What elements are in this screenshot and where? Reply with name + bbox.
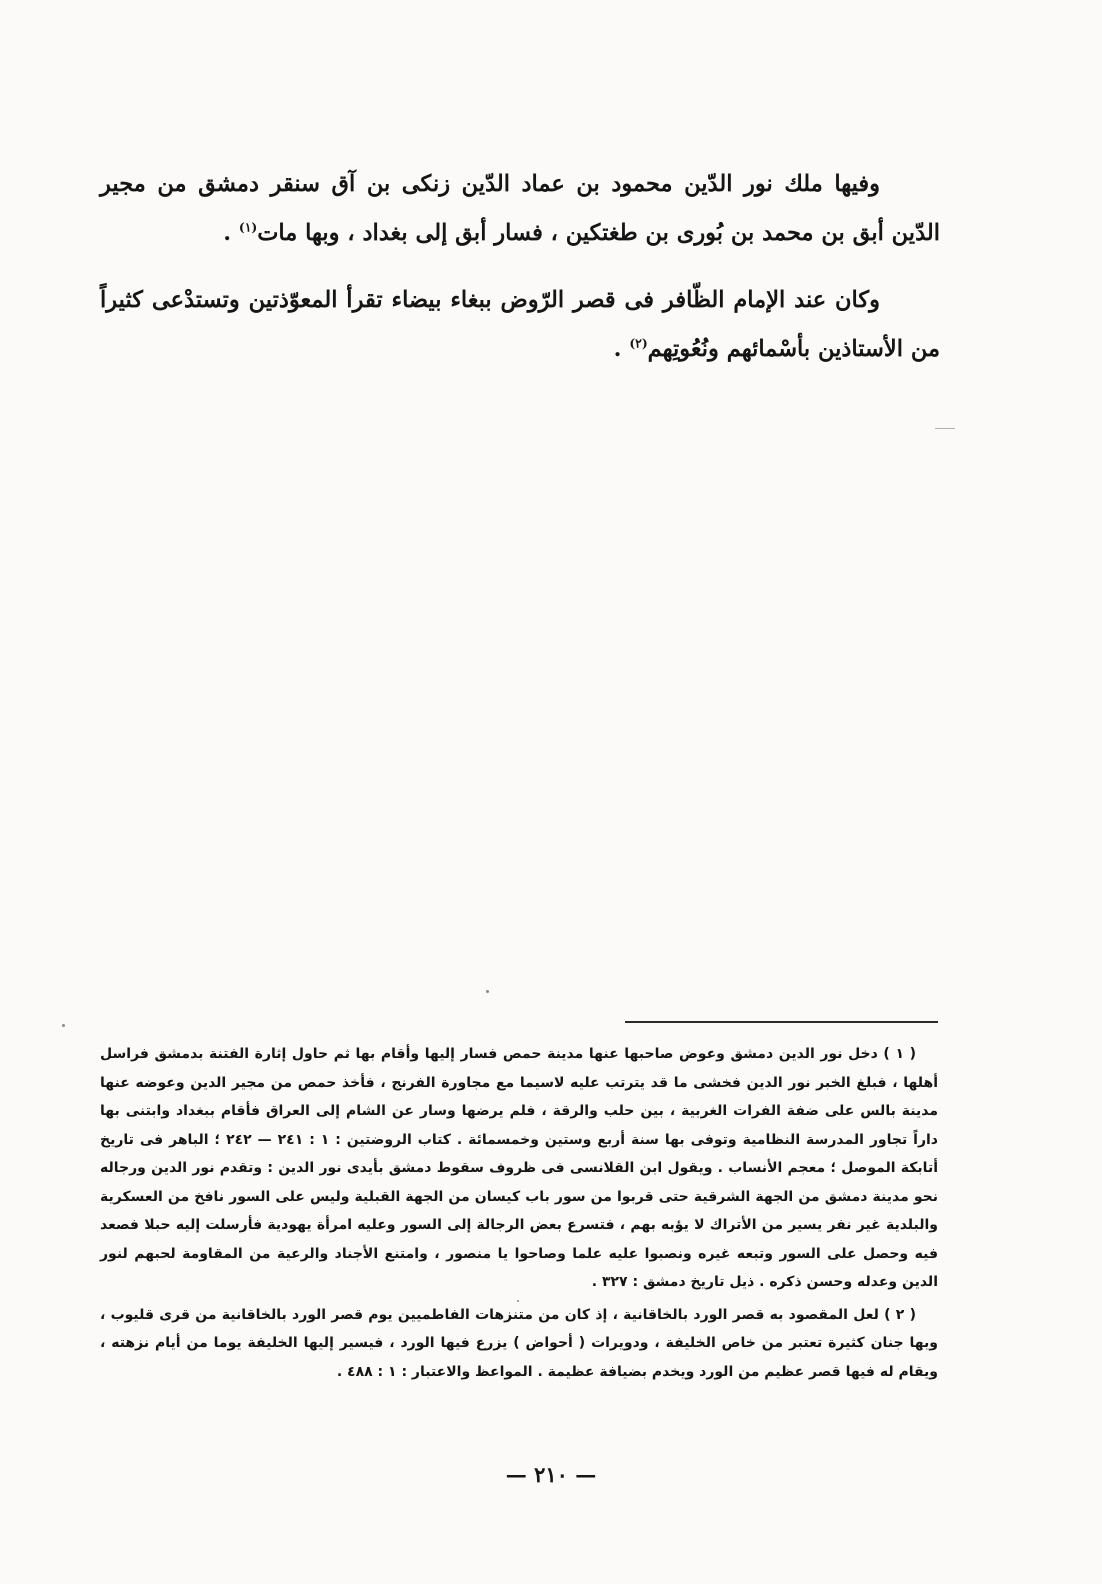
footnote-ref-1: (١) <box>238 219 258 235</box>
main-body-text <box>100 160 940 392</box>
scan-speck <box>486 990 489 993</box>
body-paragraph-1 <box>100 160 940 258</box>
footnote-ref-2: (٢) <box>629 335 648 351</box>
footnotes-section <box>100 1040 938 1390</box>
paragraph-2-text: وكان عند الإمام الظّافر فى قصر الرّوض ببغاء بيضاء تقرأ المعوّذتين وتستدْعى كثيراً من الأستاذين بأسْمائهم ونُعُوتِهم <box>100 287 940 362</box>
scan-speck <box>62 1024 65 1027</box>
page-number: — ٢١٠ — <box>505 1462 597 1487</box>
footnote-1: ( ١ ) دخل نور الدين دمشق وعوض صاحبها عنها مدينة حمص فسار إليها وأقام بها ثم حاول إثارة الفتنة بدمشق فراسل أهلها ، فبلغ الخبر نور الدين فخشى ما قد يترتب عليه لاسيما مع مجاورة الفرنج ، فأخذ حمص من مجير الدين وعوضه عنها مدينة بالس على ضفة الفرات الغربية ، بين حلب والرقة ، فلم يرضها وسار عن الشام إلى العراق فأقام ببغداد وابتنى بها داراً تجاور المدرسة النظامية وتوفى بها سنة أربع وستين وخمسمائة . كتاب الروضتين : ١ : ٢٤١ — ٢٤٢ ؛ الباهر فى تاريخ أتابكة الموصل ؛ معجم الأنساب . ويقول ابن القلانسى فى ظروف سقوط دمشق بأيدى نور الدين : وتقدم نور الدين ورجاله نحو مدينة دمشق من الجهة الشرقية حتى قربوا من سور باب كيسان من الجهة القبلية وليس على السور نافخ من العسكرية والبلدية غير نفر يسير من الأتراك لا يؤبه بهم ، فتسرع بعض الرجالة إلى السور وعليه امرأة يهودية فأرسلت إليه حبلا فصعد فيه وحصل على السور وتبعه غيره ونصبوا عليه علما وصاحوا يا منصور ، وامتنع الأجناد والرعية من المقاومة لحبهم لنور الدين وعدله وحسن ذكره . ذيل تاريخ دمشق : ٣٢٧ . <box>100 1046 938 1290</box>
paragraph-1-end: . <box>223 220 239 246</box>
paragraph-2-end: . <box>613 336 630 362</box>
body-paragraph-2 <box>100 276 940 374</box>
footnote-2: ( ٢ ) لعل المقصود به قصر الورد بالخاقانية ، إذ كان من متنزهات الفاطميين يوم قصر الورد بالخاقانية من قرى قليوب ، وبها جنان كثيرة تعتبر من خاص الخليفة ، ودويرات ( أحواض ) يزرع فيها الورد ، فيسير إليها الخليفة يوما من أيام نزهته ، ويقام له فيها قصر عظيم من الورد ويخدم بضيافة عظيمة . المواعظ والاعتبار : ١ : ٤٨٨ . <box>100 1306 938 1380</box>
scan-speck <box>517 1300 519 1302</box>
scan-speck <box>935 428 955 429</box>
footnote-divider <box>625 1021 938 1023</box>
paragraph-1-text: وفيها ملك نور الدّين محمود بن عماد الدّين زنكى بن آق سنقر دمشق من مجير الدّين أبق بن محمد بن بُورى بن طغتكين ، فسار أبق إلى بغداد ، وبها مات <box>100 171 940 246</box>
